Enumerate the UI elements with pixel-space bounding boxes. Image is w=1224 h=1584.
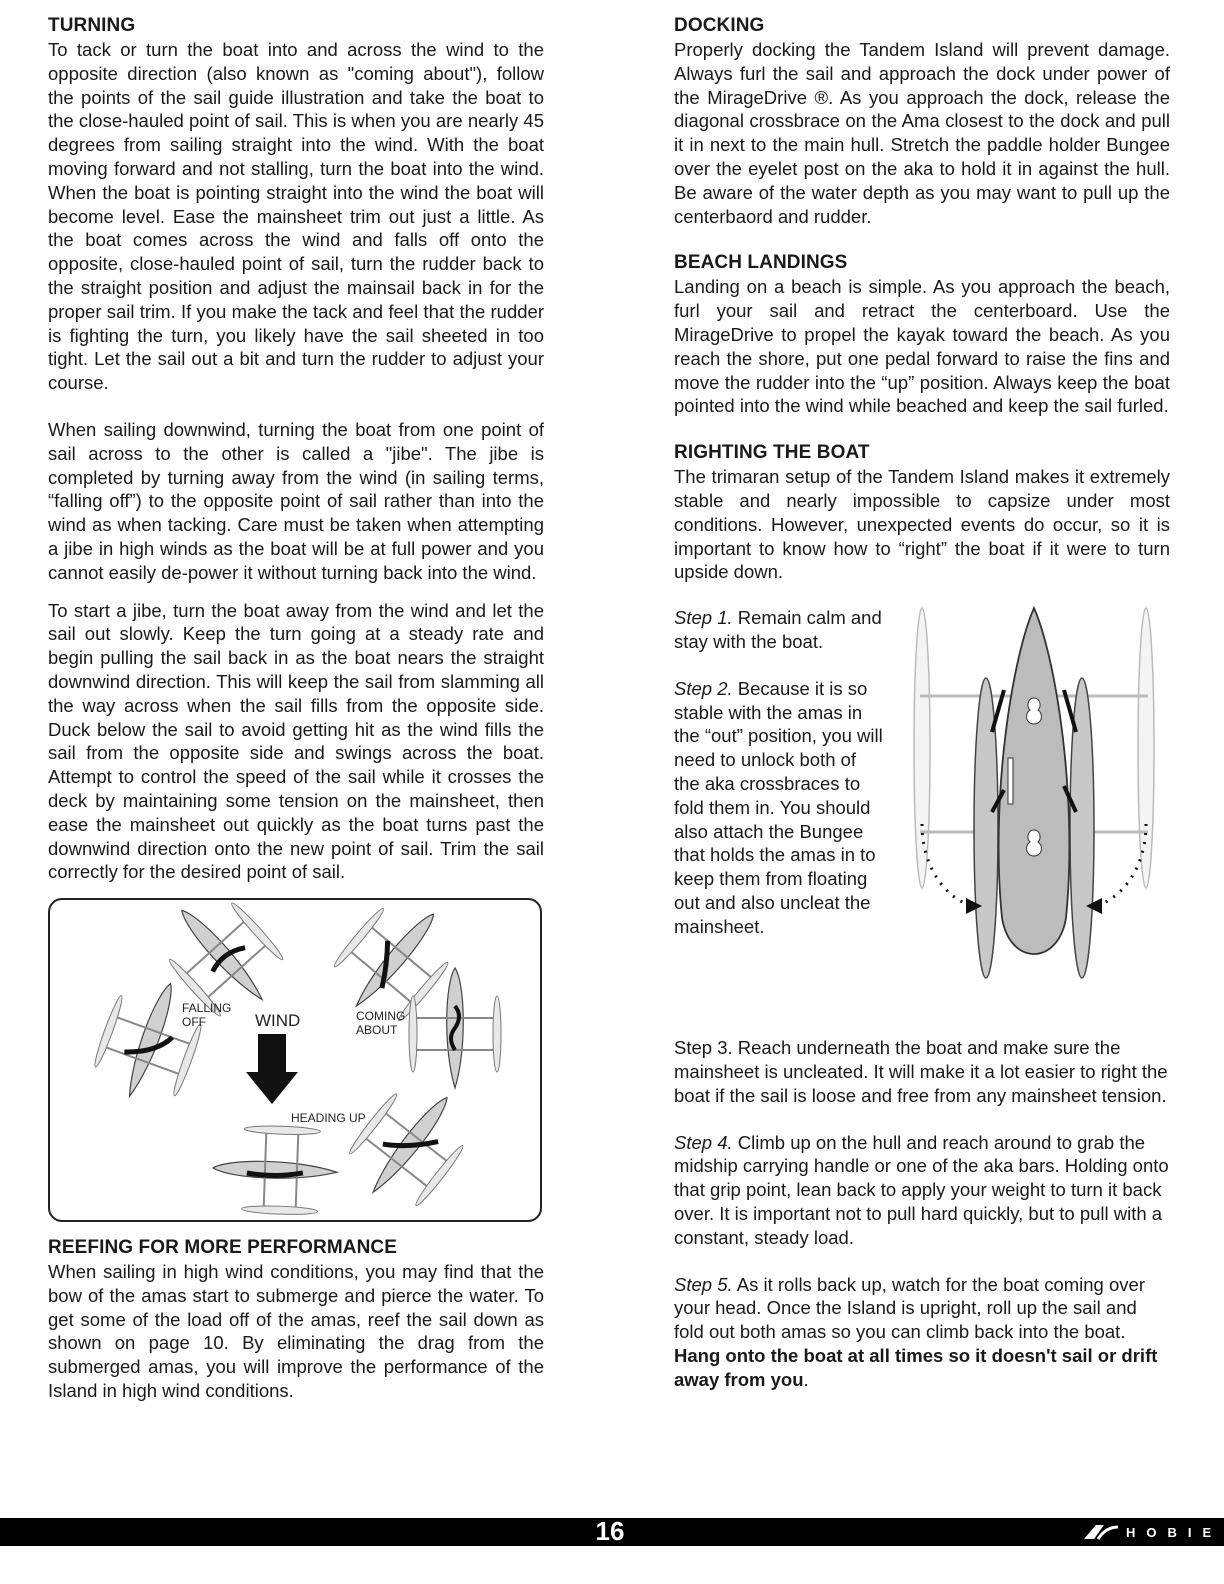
step-1-label: Step 1. bbox=[674, 607, 733, 629]
falling-off-label-line1: FALLING bbox=[182, 1001, 232, 1016]
coming-about-label-line2: ABOUT bbox=[356, 1023, 398, 1038]
step-3: Step 3. Reach underneath the boat and make sure the mainsheet is uncleated. It will make it a lot easier to right the boat if the sail is loose and free from any mainsheet tension. bbox=[674, 1037, 1168, 1106]
righting-steps-1-2 bbox=[674, 606, 886, 938]
step-2-label: Step 2. bbox=[674, 677, 733, 699]
step-5-warning: Hang onto the boat at all times so it doesn't sail or drift away from you bbox=[674, 1344, 1158, 1390]
step-5 bbox=[674, 1273, 1170, 1392]
right-fold-arrow-icon bbox=[1096, 824, 1146, 906]
left-ama-out-icon bbox=[914, 608, 930, 888]
beach-landings-paragraph: Landing on a beach is simple. As you approach the beach, furl your sail and retract the centerboard. Use the MirageDrive to propel the kayak toward the beach. As you reach the shore, put one pedal forward to raise the fins and move the rudder into the “up” position. Always keep the boat pointed into the wind while beached and keep the sail furled. bbox=[674, 276, 1170, 417]
points-of-sail-illustration bbox=[50, 900, 542, 1222]
righting-paragraph: The trimaran setup of the Tandem Island makes it extremely stable and nearly impossible to capsize under most conditions. However, unexpected events do occur, so it is important to know how to “right” the boat if it were to turn upside down. bbox=[674, 466, 1170, 583]
turning-section bbox=[48, 14, 544, 884]
falling-off-label-line2: OFF bbox=[182, 1015, 206, 1030]
reefing-heading: REEFING FOR MORE PERFORMANCE bbox=[48, 1237, 398, 1259]
reefing-section bbox=[48, 1236, 544, 1403]
step-1-text: Remain calm and stay with the boat. bbox=[674, 607, 882, 652]
step-4-label: Step 4. bbox=[674, 1131, 733, 1153]
wind-arrow-icon bbox=[246, 1034, 298, 1104]
left-column bbox=[48, 14, 544, 1403]
right-ama-out-icon bbox=[1138, 608, 1154, 888]
step-2-text: Because it is so stable with the amas in the “out” position, you will need to unlock both of the aka crossbraces to fold them in. You should also attach the Bungee that holds the amas in to keep them from floating out and also uncleat the mainsheet. bbox=[674, 677, 883, 937]
beach-landings-section bbox=[674, 251, 1170, 418]
page-number: 16 bbox=[595, 1516, 625, 1546]
left-fold-arrow-icon bbox=[922, 824, 972, 906]
hobie-logo bbox=[1082, 1521, 1222, 1543]
hobie-brand-text: HOBIE bbox=[1126, 1524, 1223, 1540]
turning-heading: TURNING bbox=[48, 15, 136, 36]
wind-label: WIND bbox=[255, 1011, 301, 1031]
docking-heading: DOCKING bbox=[674, 15, 765, 36]
beach-landings-heading: BEACH LANDINGS bbox=[674, 252, 848, 274]
righting-steps-with-figure bbox=[674, 606, 1170, 1006]
turning-paragraph-1: To tack or turn the boat into and across the wind to the opposite direction (also known as "coming about"), follow the points of the sail guide illustration and take the boat to the close-hauled point of sail. This is when you are nearly 45 degrees from sailing straight into the wind. With the boat moving forward and not stalling, turn the boat into the wind. When the boat is pointing straight into the wind the boat will become level. Ease the mainsheet trim out just a little. As the boat comes across the wind and falls off onto the opposite, close-hauled point of sail, turn the rudder back to the straight position and adjust the mainsail back in for the proper sail trim. If you make the tack and feel that the rudder is fighting the turn, you likely have the sail sheeted in too tight. Let the sail out a bit and turn the rudder to adjust your course. bbox=[48, 39, 544, 394]
righting-section bbox=[674, 441, 1170, 1391]
boat-bottom-right-icon bbox=[337, 1069, 483, 1220]
hobie-wave-logo-icon bbox=[1082, 1523, 1120, 1541]
heading-up-label: HEADING UP bbox=[291, 1111, 366, 1126]
folding-amas-illustration bbox=[906, 598, 1170, 990]
points-of-sail-diagram bbox=[48, 898, 542, 1222]
turning-paragraph-2: When sailing downwind, turning the boat from one point of sail across to the other is called a "jibe". The jibe is completed by turning away from the wind (in sailing terms, “falling off”) to the opposite point of sail rather than into the wind as when tacking. Care must be taken when attempting a jibe in high winds as the boat will be at full power and you cannot easily de-power it without turning back into the wind. bbox=[48, 418, 544, 583]
boat-bottom-icon bbox=[212, 1124, 339, 1216]
righting-heading: RIGHTING THE BOAT bbox=[674, 442, 870, 464]
step-5-text: As it rolls back up, watch for the boat coming over your head. Once the Island is upright, roll up the sail and fold out both amas so you can climb back into the boat. bbox=[674, 1273, 1145, 1343]
coming-about-label-line1: COMING bbox=[356, 1009, 406, 1024]
step-1 bbox=[674, 606, 886, 654]
right-column bbox=[674, 14, 1170, 1392]
docking-section bbox=[674, 14, 1170, 228]
turning-paragraph-3: To start a jibe, turn the boat away from the wind and let the sail out slowly. Keep the turn going at a steady rate and begin pulling the sail back in as the boat nears the straight downwind direction. This will keep the sail from slamming all the way across when the sail fills from the opposite side. Duck below the sail to avoid getting hit as the wind fills the sail from the opposite side and swings across the boat. Attempt to control the speed of the sail while it crosses the deck by maintaining some tension on the mainsheet, then ease the mainsheet out quickly as the boat turns past the downwind direction onto the new point of sail. Trim the sail correctly for the desired point of sail. bbox=[48, 599, 544, 883]
step-5-end: . bbox=[803, 1368, 809, 1390]
docking-paragraph: Properly docking the Tandem Island will prevent damage. Always furl the sail and approach the dock under power of the MirageDrive ®. As you approach the dock, release the diagonal crossbrace on the Ama closest to the dock and pull it in next to the main hull. Stretch the paddle holder Bungee over the eyelet post on the aka to hold it in against the hull. Be aware of the water depth as you may want to pull up the centerbaord and rudder. bbox=[674, 39, 1170, 227]
reefing-paragraph: When sailing in high wind conditions, you may find that the bow of the amas start to submerge and pierce the water. To get some of the load off of the amas, reef the sail down as shown on page 10. By eliminating the drag from the submerged amas, you will improve the performance of the Island in high wind conditions. bbox=[48, 1261, 544, 1402]
step-2 bbox=[674, 677, 886, 939]
step-5-label: Step 5. bbox=[674, 1273, 733, 1295]
step-4 bbox=[674, 1131, 1170, 1250]
step-4-text: Climb up on the hull and reach around to grab the midship carrying handle or one of the aka bars. Holding onto that grip point, lean back to apply your weight to turn it back over. It is important not to pull hard quickly, but to pull with a constant, steady load. bbox=[674, 1131, 1169, 1248]
